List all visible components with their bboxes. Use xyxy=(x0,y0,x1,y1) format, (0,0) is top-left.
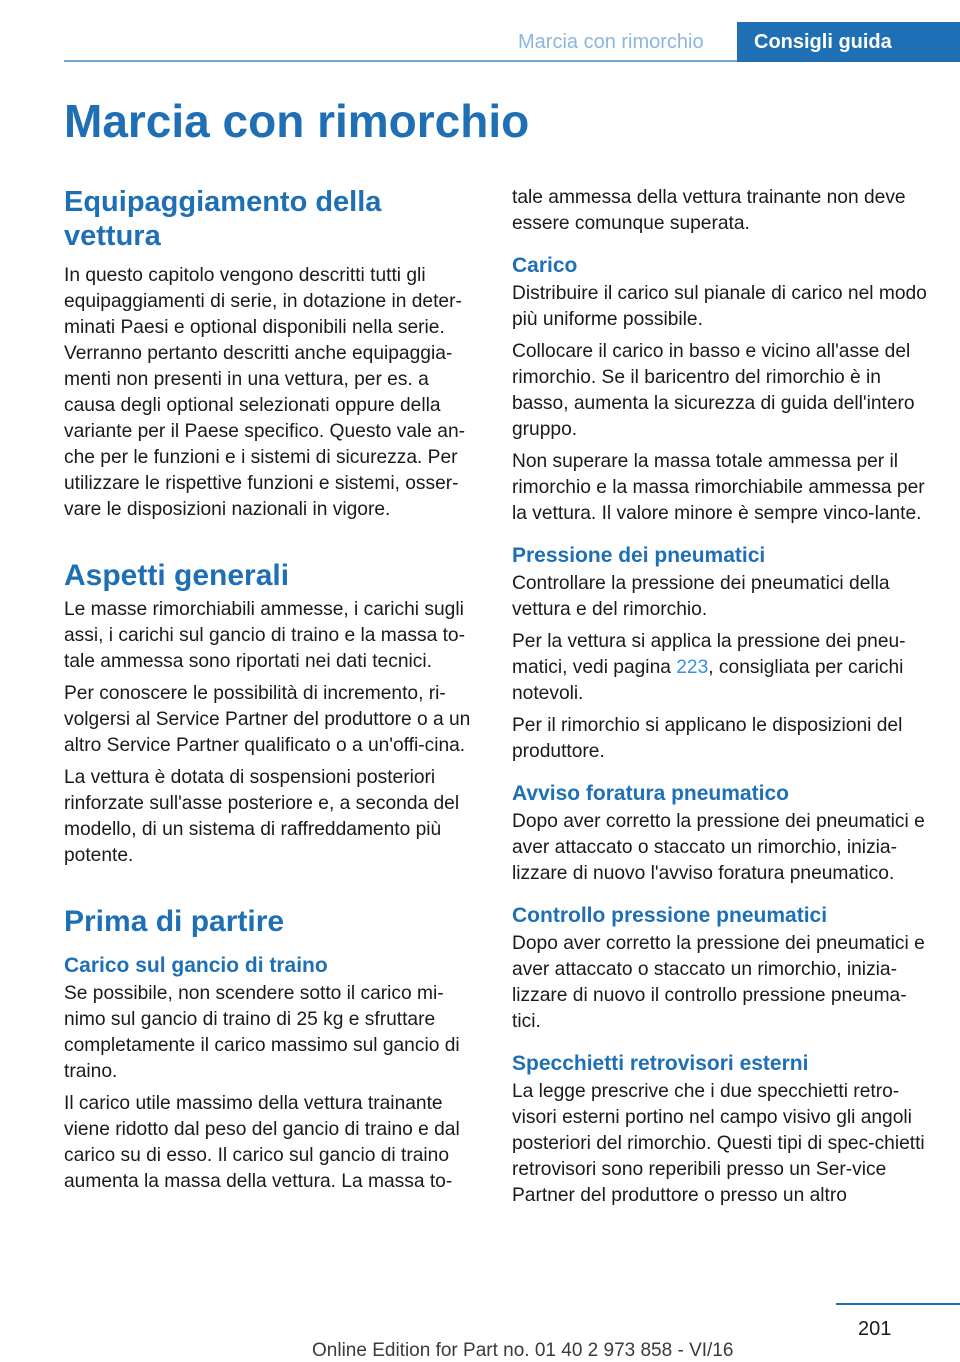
paragraph-pressione-2 xyxy=(512,629,928,707)
left-column xyxy=(64,185,480,1201)
footer-edition: Online Edition for Part no. 01 40 2 973 858 - VI/16 xyxy=(312,1340,734,1361)
heading-carico-gancio: Carico sul gancio di traino xyxy=(64,954,328,977)
paragraph-gancio-1: Se possibile, non scendere sotto il carico mi-nimo sul gancio di traino di 25 kg e sfruttare completamente il carico massimo sul gancio di traino. xyxy=(64,983,460,1082)
heading-avviso-foratura: Avviso foratura pneumatico xyxy=(512,782,789,805)
paragraph-carico-2: Collocare il carico in basso e vicino all'asse del rimorchio. Se il baricentro del rimorchio è in basso, aumenta la sicurezza di guida dell'intero gruppo. xyxy=(512,341,915,440)
paragraph-controllo: Dopo aver corretto la pressione dei pneumatici e aver attaccato o staccato un rimorchio, inizia-lizzare di nuovo il controllo pressione pneuma-tici. xyxy=(512,933,925,1032)
paragraph-aspetti-2: Per conoscere le possibilità di incremento, ri-volgersi al Service Partner del produttore o a un altro Service Partner qualificato o a un'offi-cina. xyxy=(64,683,471,756)
page-title: Marcia con rimorchio xyxy=(64,95,530,147)
paragraph-specchietti: La legge prescrive che i due specchietti retro-visori esterni portino nel campo visivo gli angoli posteriori del rimorchio. Questi tipi di spec-chietti retrovisori sono reperibili presso un Ser-vice Partner del produttore o presso un altro xyxy=(512,1081,925,1206)
footer-rule xyxy=(836,1303,960,1305)
page-number: 201 xyxy=(858,1318,892,1340)
heading-aspetti-generali: Aspetti generali xyxy=(64,559,290,592)
paragraph-carico-3: Non superare la massa totale ammessa per il rimorchio e la massa rimorchiabile ammessa per la vettura. Il valore minore è sempre vinco-lante. xyxy=(512,451,925,524)
heading-equipaggiamento: Equipaggiamento della vettura xyxy=(64,186,382,252)
pressione-text-b: , consigliata per carichi notevoli. xyxy=(512,657,904,704)
paragraph-continuation: tale ammessa della vettura trainante non deve essere comunque superata. xyxy=(512,187,906,234)
paragraph-equipaggiamento: In questo capitolo vengono descritti tutti gli equipaggiamenti di serie, in dotazione in deter-minati Paesi e optional disponibili nella serie. Verranno pertanto descritti anche equipaggia-menti non presenti in una vettura, per es. a causa degli optional selezionati oppure della variante per il Paese specifico. Questo vale an-che per le funzioni e i sistemi di sicurezza. Per utilizzare le rispettive funzioni e sistemi, osser-vare le disposizioni nazionali in vigore. xyxy=(64,265,466,520)
paragraph-carico-1: Distribuire il carico sul pianale di carico nel modo più uniforme possibile. xyxy=(512,283,927,330)
heading-carico: Carico xyxy=(512,254,578,277)
heading-specchietti: Specchietti retrovisori esterni xyxy=(512,1052,809,1075)
paragraph-gancio-2: Il carico utile massimo della vettura trainante viene ridotto dal peso del gancio di traino e dal carico su di esso. Il carico sul gancio di traino aumenta la massa della vettura. La massa to- xyxy=(64,1093,460,1192)
paragraph-pressione-3: Per il rimorchio si applicano le disposizioni del produttore. xyxy=(512,715,903,762)
paragraph-pressione-1: Controllare la pressione dei pneumatici della vettura e del rimorchio. xyxy=(512,573,890,620)
heading-pressione: Pressione dei pneumatici xyxy=(512,544,766,567)
header-section-link[interactable]: Marcia con rimorchio xyxy=(518,31,704,53)
pressione-text-a: Per la vettura si applica la pressione dei pneu-matici, vedi pagina xyxy=(512,631,906,678)
header-chapter-tab[interactable] xyxy=(737,22,960,62)
paragraph-avviso: Dopo aver corretto la pressione dei pneumatici e aver attaccato o staccato un rimorchio, inizia-lizzare di nuovo l'avviso foratura pneumatico. xyxy=(512,811,925,884)
page-ref-link[interactable]: 223 xyxy=(676,657,709,678)
header-chapter-label: Consigli guida xyxy=(754,31,892,53)
paragraph-aspetti-1: Le masse rimorchiabili ammesse, i carichi sugli assi, i carichi sul gancio di traino e la massa to-tale ammessa sono riportati nei dati tecnici. xyxy=(64,599,465,672)
right-column xyxy=(512,185,928,1215)
heading-controllo-pressione: Controllo pressione pneumatici xyxy=(512,904,828,927)
paragraph-aspetti-3: La vettura è dotata di sospensioni posteriori rinforzate sull'asse posteriore e, a seconda del modello, di un sistema di raffreddamento più potente. xyxy=(64,767,460,866)
heading-prima-di-partire: Prima di partire xyxy=(64,905,285,938)
